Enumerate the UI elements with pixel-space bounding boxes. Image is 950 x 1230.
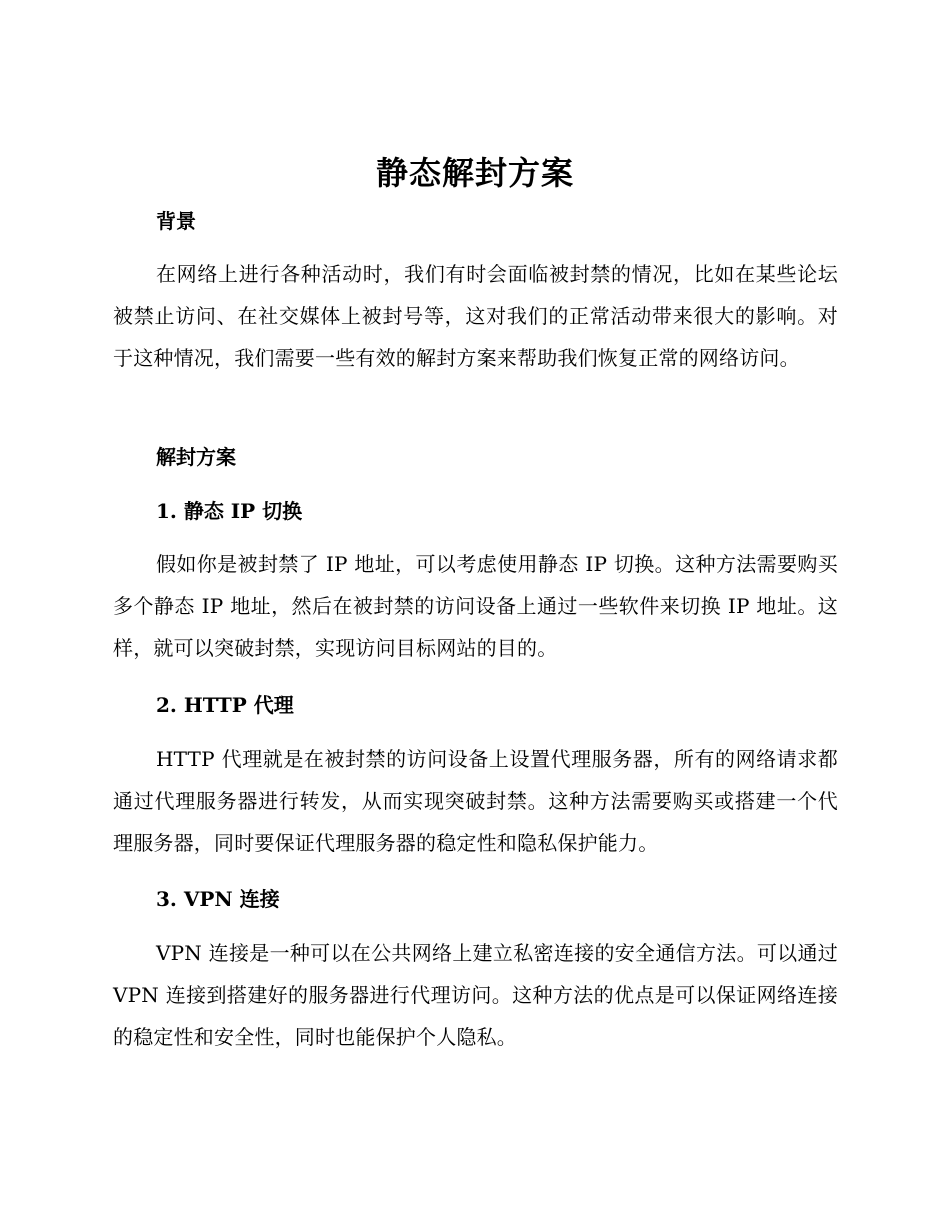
section-heading-background: 背景 [156,209,196,233]
section-heading-vpn: 3. VPN 连接 [156,887,280,911]
paragraph-vpn: VPN 连接是一种可以在公共网络上建立私密连接的安全通信方法。可以通过 VPN 连接到搭建好的服务器进行代理访问。这种方法的优点是可以保证网络连接的稳定性和安全性，同时也能保护个人隐私。 [113,941,838,1049]
paragraph-background: 在网络上进行各种活动时，我们有时会面临被封禁的情况，比如在某些论坛被禁止访问、在社交媒体上被封号等，这对我们的正常活动带来很大的影响。对于这种情况，我们需要一些有效的解封方案来帮助我们恢复正常的网络访问。 [113,262,838,370]
section-heading-solutions: 解封方案 [156,445,236,469]
paragraph-static-ip: 假如你是被封禁了 IP 地址，可以考虑使用静态 IP 切换。这种方法需要购买多个静态 IP 地址，然后在被封禁的访问设备上通过一些软件来切换 IP 地址。这样，就可以突破封禁，实现访问目标网站的目的。 [113,552,838,660]
paragraph-http-proxy: HTTP 代理就是在被封禁的访问设备上设置代理服务器，所有的网络请求都通过代理服务器进行转发，从而实现突破封禁。这种方法需要购买或搭建一个代理服务器，同时要保证代理服务器的稳定性和隐私保护能力。 [113,747,838,855]
section-heading-static-ip: 1. 静态 IP 切换 [156,499,303,523]
section-heading-http-proxy: 2. HTTP 代理 [156,693,294,717]
document-title: 静态解封方案 [375,154,574,192]
